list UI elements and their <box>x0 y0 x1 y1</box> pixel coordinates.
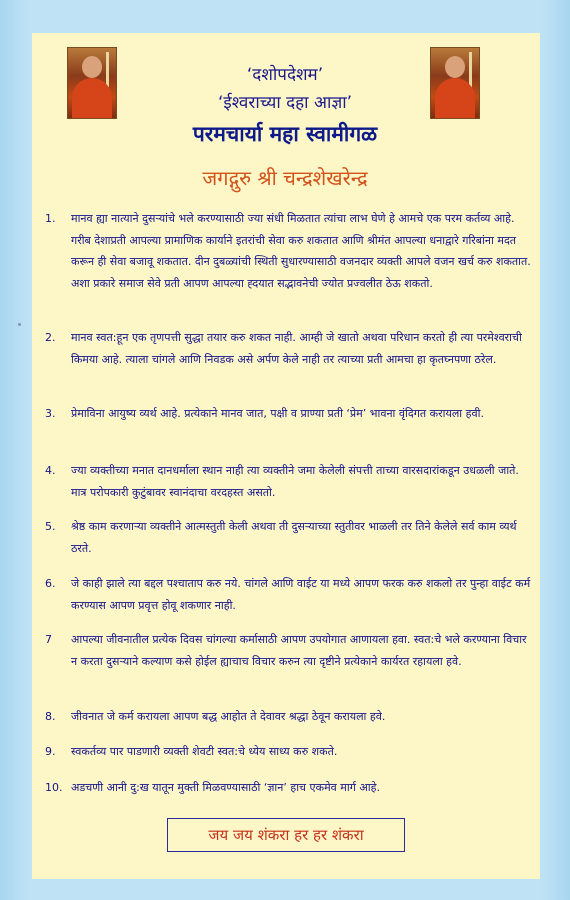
motto-text: जय जय शंकरा हर हर शंकरा <box>208 826 364 844</box>
list-item <box>45 741 535 763</box>
list-item <box>45 573 535 616</box>
item-text: अडचणी आनी दु:ख यातून मुक्ती मिळवण्यासाठी ‘ज्ञान’ हाच एकमेव मार्ग आहे. <box>71 781 380 794</box>
list-item <box>45 706 535 728</box>
title-jagadguru: जगद्गुरु श्री चन्द्रशेखरेन्द्र <box>202 166 368 190</box>
speck <box>18 323 21 326</box>
title-ten-commandments: ‘ईश्वराच्या दहा आज्ञा’ <box>217 93 353 113</box>
item-text: जीवनात जे कर्म करायला आपण बद्ध आहोत ते देवावर श्रद्धा ठेवून करायला हवे. <box>71 710 386 723</box>
list-item <box>45 777 535 799</box>
list-item <box>45 629 535 672</box>
item-text: मानव ह्या नात्याने दुसऱ्यांचे भले करण्यासाठी ज्या संधी मिळतात त्यांचा लाभ घेणे हे आमचे एक परम कर्तव्य आहे. गरीब देशाप्रती आपल्या प्रामाणिक कार्याने इतरांची सेवा करु शकतात आणि श्रीमंत आपल्या धनाद्वारे गरिबांना मदत करून ही सेवा बजावू शकतात. दीन दुबळ्यांची स्थिती सुधारण्यासाठी वजनदार व्यक्ती आपले वजन खर्च करु शकतात. अशा प्रकारे समाज सेवे प्रती आपण आपल्या ह्दयात सद्भावनेची ज्योत प्रज्वलीत ठेऊ शकतो. <box>71 212 531 290</box>
item-number: 5. <box>45 520 56 533</box>
list-item <box>45 208 535 294</box>
item-text: आपल्या जीवनातील प्रत्येक दिवस चांगल्या कर्मासाठी आपण उपयोगात आणायला हवा. स्वत:चे भले करण्याना विचार न करता दुसऱ्याने कल्याण कसे होईल ह्याचाच विचार करुन त्या दृष्टीने प्रत्येकाने कार्यरत रहायला हवे. <box>71 633 527 668</box>
item-number: 8. <box>45 710 56 723</box>
item-number: 3. <box>45 407 56 420</box>
item-text: प्रेमाविना आयुष्य व्यर्थ आहे. प्रत्येकाने मानव जात, पक्षी व प्राण्या प्रती ‘प्रेम’ भावना वृंदिगत करायला हवी. <box>71 407 484 420</box>
item-number: 10. <box>45 781 63 794</box>
item-text: श्रेष्ठ काम करणाऱ्या व्यक्तीने आत्मस्तुती केली अथवा ती दुसऱ्याच्या स्तुतीवर भाळली तर तिने केलेले सर्व काम व्यर्थ ठरते. <box>71 520 517 555</box>
item-number: 2. <box>45 331 56 344</box>
item-number: 6. <box>45 577 56 590</box>
title-paramacharya: परमचार्या महा स्वामीगळ <box>192 122 378 146</box>
item-text: जे काही झाले त्या बद्दल पश्चाताप करु नये. चांगले आणि वाईट या मध्ये आपण फरक करु शकलो तर पुन्हा वाईट कर्म करण्यास आपण प्रवृत्त होवू शकणार नाही. <box>71 577 531 612</box>
item-text: स्वकर्तव्य पार पाडणारी व्यक्ती शेवटी स्वत:चे ध्येय साध्य करु शकते. <box>71 745 338 758</box>
list-item <box>45 460 535 503</box>
list-item <box>45 516 535 559</box>
item-text: ज्या व्यक्तीच्या मनात दानधर्माला स्थान नाही त्या व्यक्तीने जमा केलेली संपत्ती ताच्या वारसदारांकडून उधळली जाते. मात्र परोपकारी कुटुंबावर स्वानंदाचा वरदहस्त असतो. <box>71 464 519 499</box>
title-dashopadesham: ‘दशोपदेशम’ <box>246 65 324 85</box>
item-number: 1. <box>45 212 56 225</box>
motto-box <box>167 818 405 852</box>
item-number: 7 <box>45 633 52 646</box>
item-text: मानव स्वत:हून एक तृणपत्ती सुद्धा तयार करु शकत नाही. आम्ही जे खातो अथवा परिधान करतो ही त्या परमेश्वराची किमया आहे. त्याला चांगले आणि निवडक असे अर्पण केले नाही तर त्याच्या प्रती आमचा हा कृतघ्नपणा ठरेल. <box>71 331 522 366</box>
list-item <box>45 327 535 370</box>
list-item <box>45 403 535 425</box>
item-number: 4. <box>45 464 56 477</box>
item-number: 9. <box>45 745 56 758</box>
